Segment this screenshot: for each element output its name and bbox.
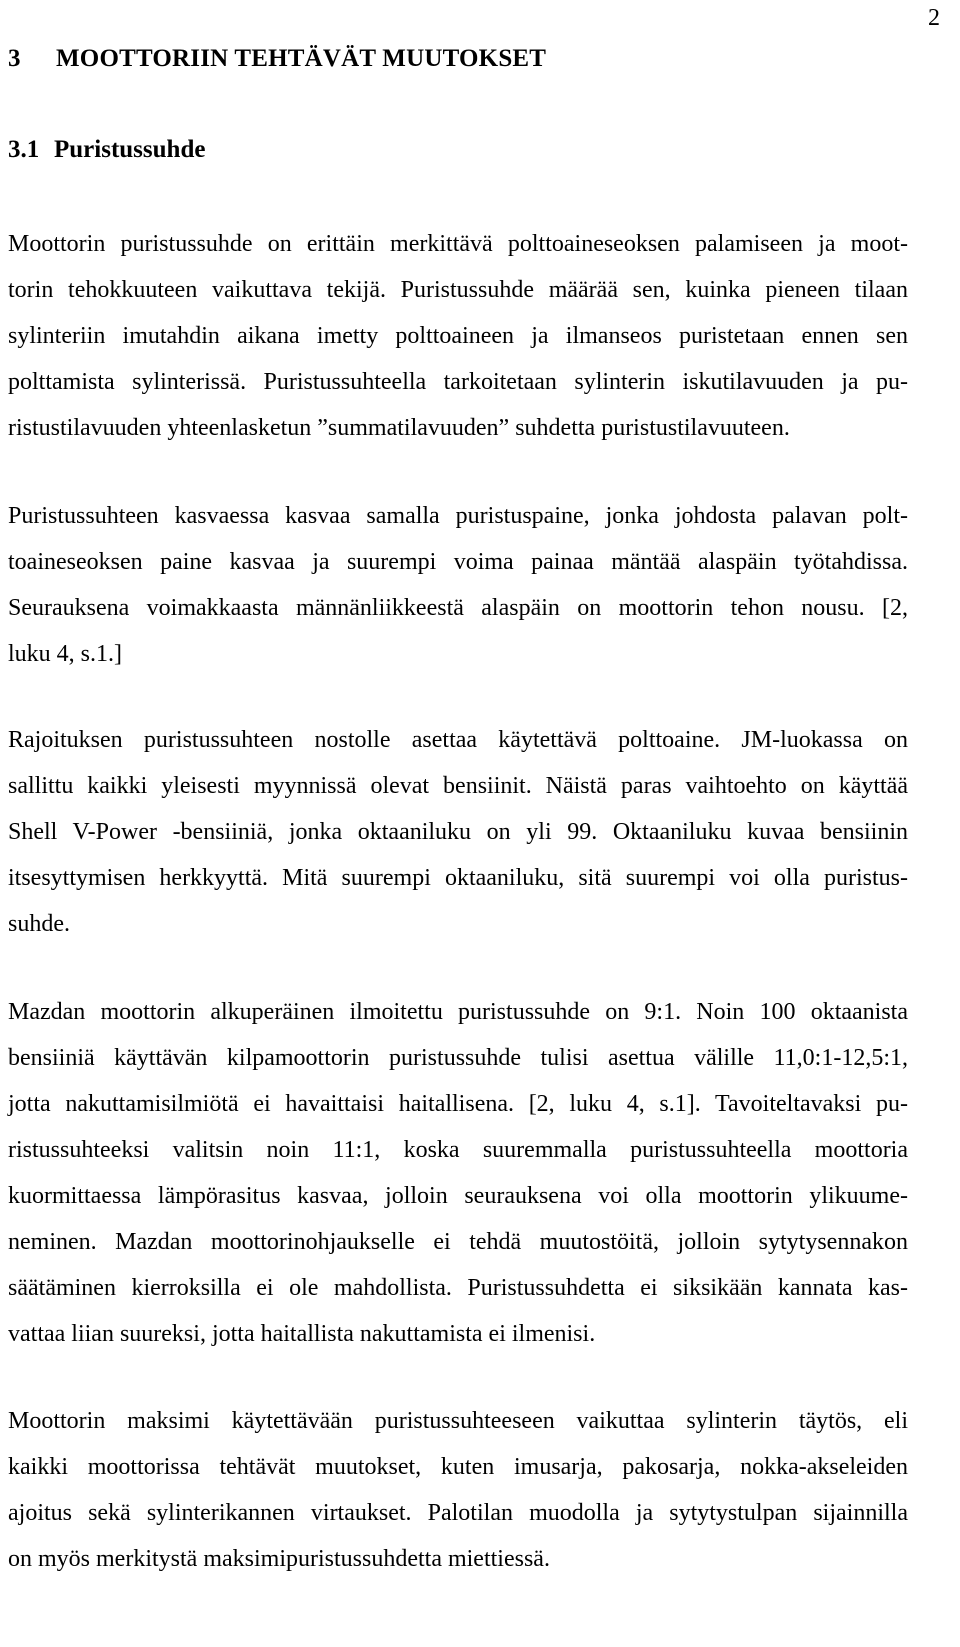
- paragraph-compression-pressure: [8, 493, 908, 677]
- text-line: suhde.: [8, 911, 70, 937]
- text-line: vattaa liian suureksi, jotta haitallista nakuttamista ei ilmenisi.: [8, 1321, 596, 1347]
- text-line: Rajoituksen puristussuhteen nostolle asettaa käytettävä polttoaine. JM-luokassa on: [8, 727, 908, 753]
- text-line: Puristussuhteen kasvaessa kasvaa samalla puristuspaine, jonka johdosta palavan polt-: [8, 503, 908, 529]
- text-line: jotta nakuttamisilmiötä ei havaittaisi haitallisena. [2, luku 4, s.1]. Tavoiteltavaksi pu-: [8, 1091, 908, 1117]
- paragraph-max-compression: [8, 1398, 908, 1582]
- subsection-heading: [8, 133, 205, 167]
- text-line: Moottorin puristussuhde on erittäin merkittävä polttoaineseoksen palamiseen ja moot-: [8, 231, 908, 257]
- text-line: ajoitus sekä sylinterikannen virtaukset. Palotilan muodolla ja sytytystulpan sijainnilla: [8, 1500, 908, 1526]
- paragraph-fuel-limit: [8, 717, 908, 947]
- text-line: Mazdan moottorin alkuperäinen ilmoitettu puristussuhde on 9:1. Noin 100 oktaanista: [8, 999, 908, 1025]
- text-line: polttamista sylinterissä. Puristussuhteella tarkoitetaan sylinterin iskutilavuuden ja pu-: [8, 369, 908, 395]
- text-line: on myös merkitystä maksimipuristussuhdetta miettiessä.: [8, 1546, 550, 1572]
- text-line: luku 4, s.1.]: [8, 641, 122, 667]
- text-line: sallittu kaikki yleisesti myynnissä olevat bensiinit. Näistä paras vaihtoehto on käyttää: [8, 773, 908, 799]
- text-line: ristussuhteeksi valitsin noin 11:1, koska suuremmalla puristussuhteella moottoria: [8, 1137, 908, 1163]
- paragraph-mazda-ratio: [8, 989, 908, 1357]
- text-line: säätäminen kierroksilla ei ole mahdollista. Puristussuhdetta ei siksikään kannata kas-: [8, 1275, 908, 1301]
- text-line: kaikki moottorissa tehtävät muutokset, kuten imusarja, pakosarja, nokka-akseleiden: [8, 1454, 908, 1480]
- page-number: 2: [928, 5, 940, 31]
- text-line: neminen. Mazdan moottorinohjaukselle ei tehdä muutostöitä, jolloin sytytysennakon: [8, 1229, 908, 1255]
- text-line: Moottorin maksimi käytettävään puristussuhteeseen vaikuttaa sylinterin täytös, eli: [8, 1408, 908, 1434]
- text-line: torin tehokkuuteen vaikuttava tekijä. Puristussuhde määrää sen, kuinka pieneen tilaan: [8, 277, 908, 303]
- section-heading: [8, 42, 546, 76]
- text-line: toaineseoksen paine kasvaa ja suurempi voima painaa mäntää alaspäin työtahdissa.: [8, 549, 908, 575]
- section-title: MOOTTORIIN TEHTÄVÄT MUUTOKSET: [56, 45, 547, 72]
- subsection-number: 3.1: [8, 136, 40, 163]
- text-line: Seurauksena voimakkaasta männänliikkeestä alaspäin on moottorin tehon nousu. [2,: [8, 595, 908, 621]
- paragraph-compression-definition: [8, 221, 908, 451]
- subsection-title: Puristussuhde: [54, 136, 206, 163]
- section-number: 3: [8, 45, 21, 72]
- text-line: itsesyttymisen herkkyyttä. Mitä suurempi oktaaniluku, sitä suurempi voi olla puristus-: [8, 865, 908, 891]
- text-line: sylinteriin imutahdin aikana imetty polttoaineen ja ilmanseos puristetaan ennen sen: [8, 323, 908, 349]
- text-line: ristustilavuuden yhteenlasketun ”summatilavuuden” suhdetta puristustilavuuteen.: [8, 415, 790, 441]
- text-line: kuormittaessa lämpörasitus kasvaa, jolloin seurauksena voi olla moottorin ylikuume-: [8, 1183, 908, 1209]
- text-line: bensiiniä käyttävän kilpamoottorin puristussuhde tulisi asettua välille 11,0:1-12,5:1,: [8, 1045, 908, 1071]
- text-line: Shell V-Power -bensiiniä, jonka oktaaniluku on yli 99. Oktaaniluku kuvaa bensiinin: [8, 819, 908, 845]
